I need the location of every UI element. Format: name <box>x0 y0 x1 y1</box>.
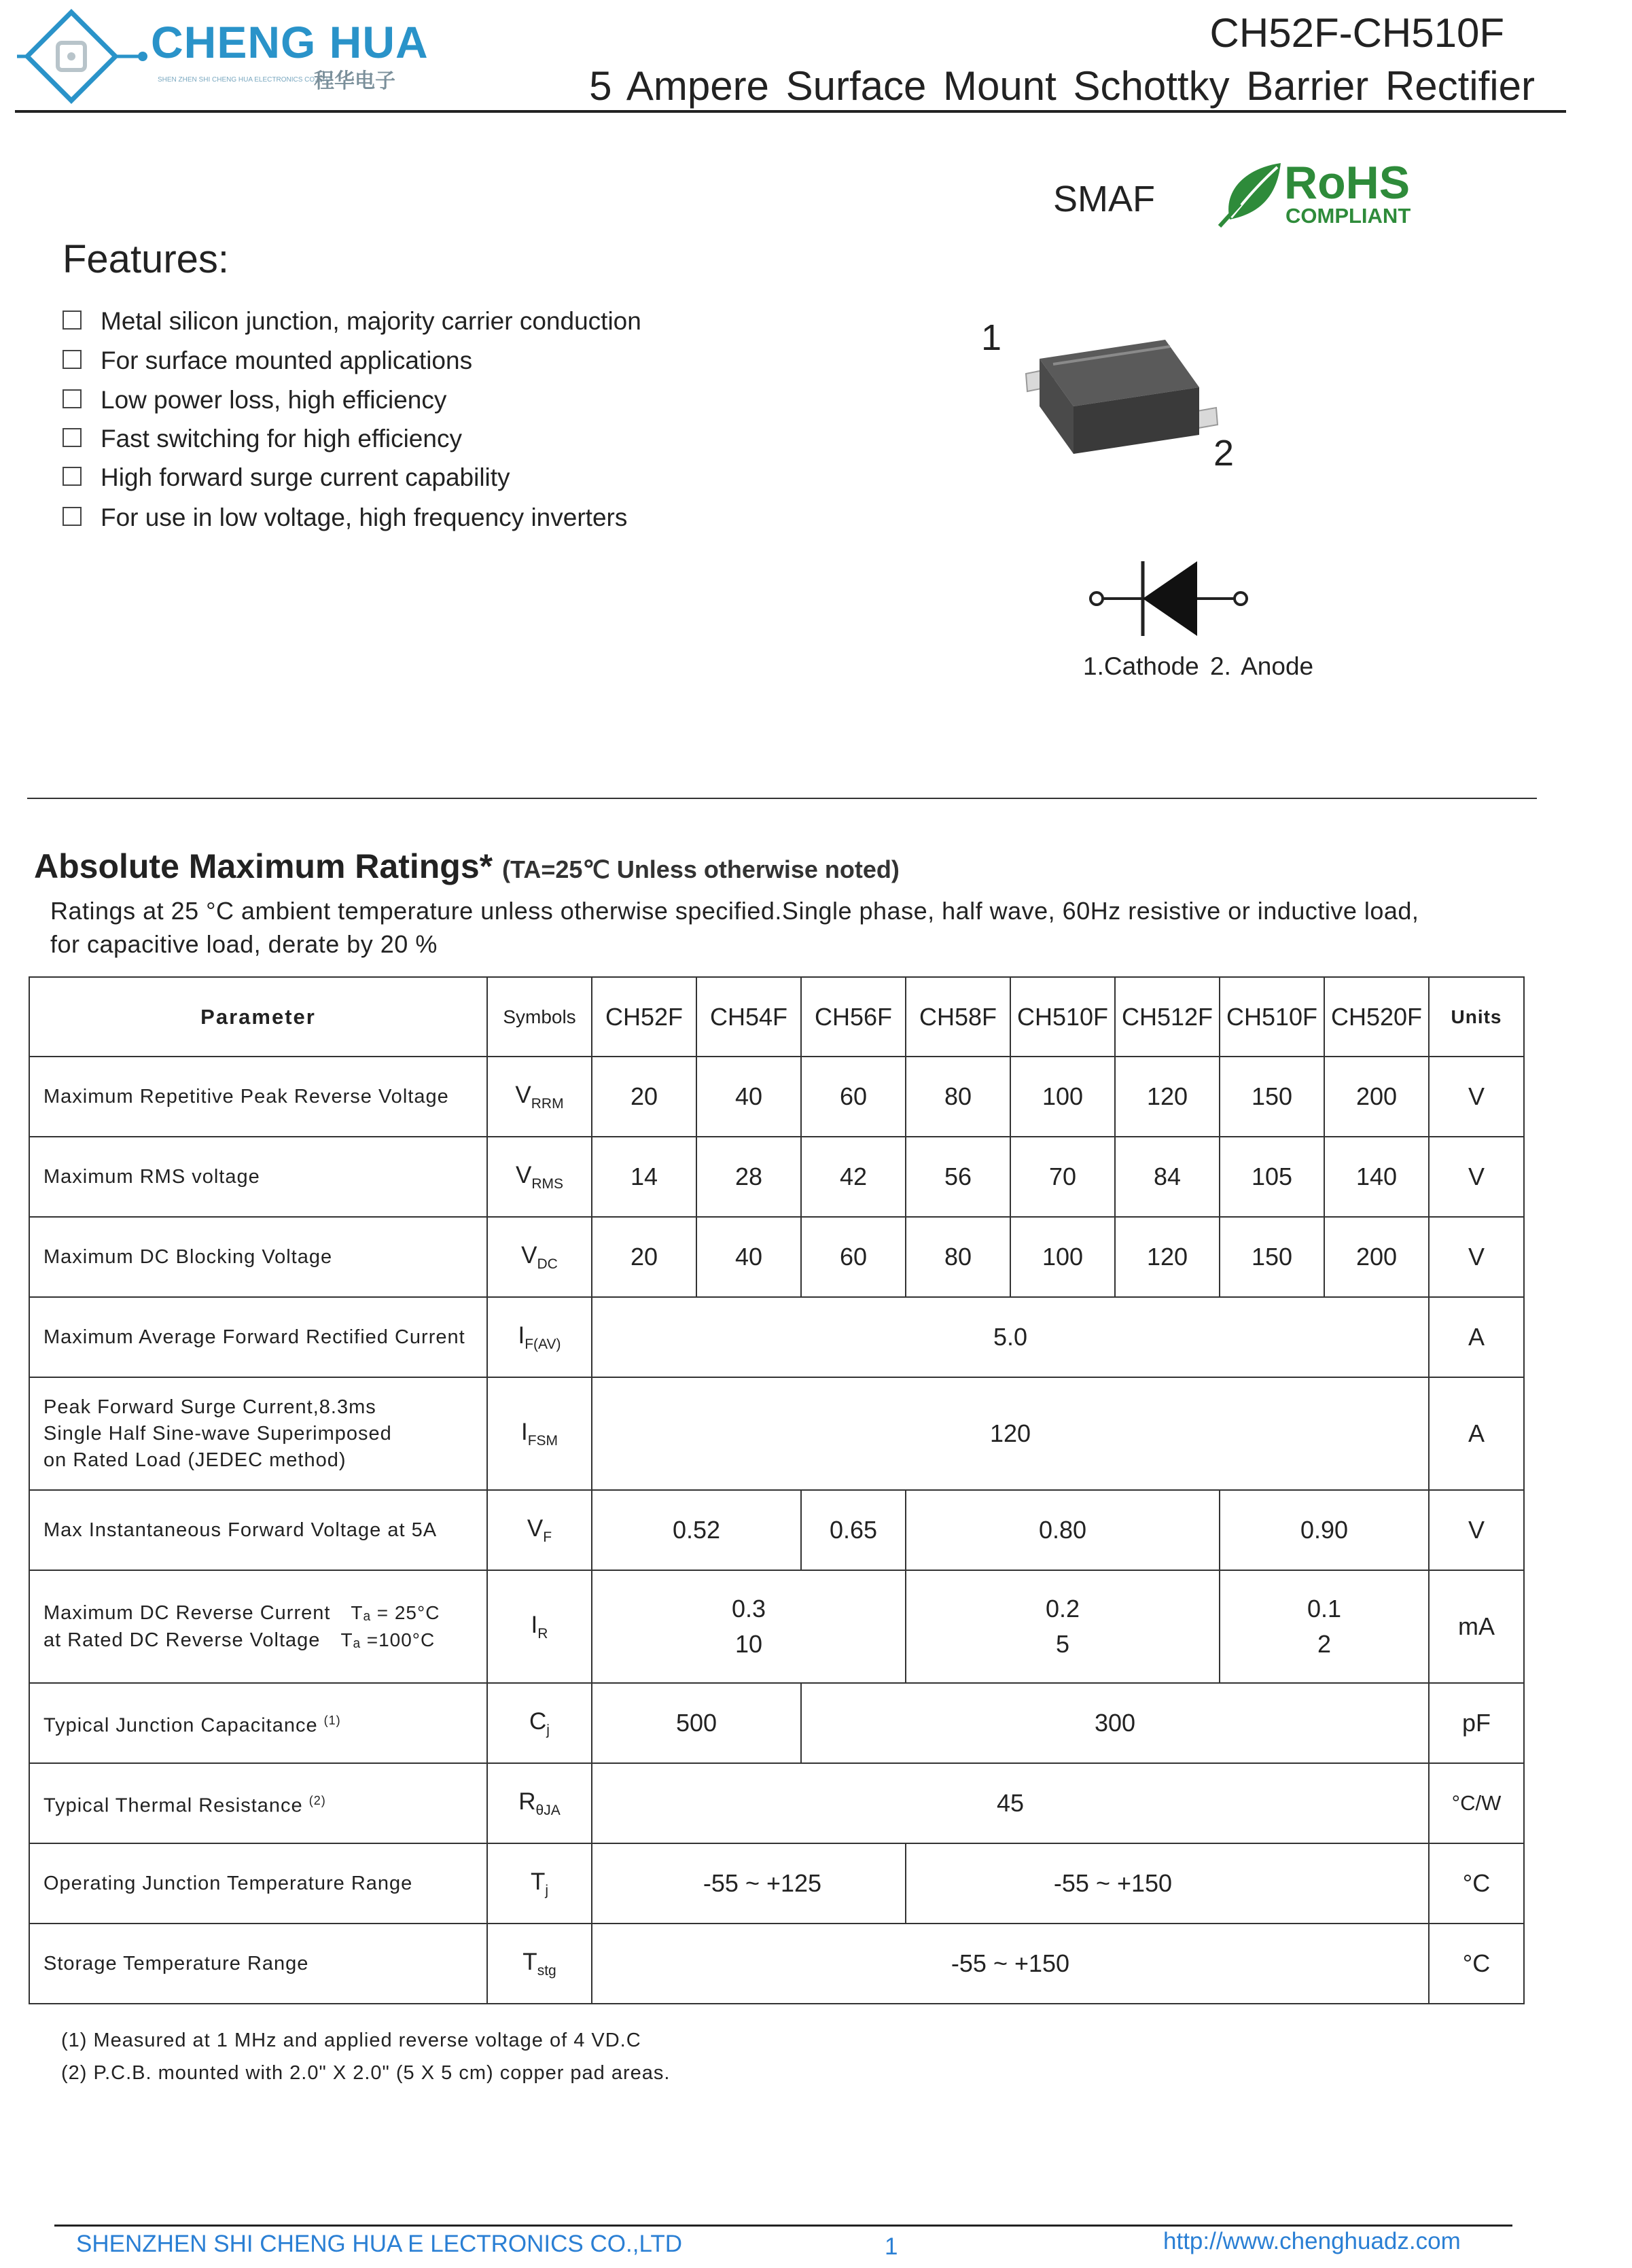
value-cell: 0.1 2 <box>1220 1570 1429 1683</box>
package-name: SMAF <box>1053 179 1156 219</box>
value-cell: 150 <box>1220 1057 1324 1137</box>
unit-cell: A <box>1429 1297 1524 1377</box>
feature-item: Low power loss, high efficiency <box>63 386 446 414</box>
unit-cell: °C <box>1429 1843 1524 1924</box>
value-cell: 80 <box>906 1057 1010 1137</box>
value-cell: 60 <box>801 1057 906 1137</box>
header-model: CH52F <box>592 977 696 1057</box>
value-cell: 0.2 5 <box>906 1570 1220 1683</box>
table-row <box>29 1924 1524 2004</box>
brand-subtitle: SHEN ZHEN SHI CHENG HUA ELECTRONICS CO.,LTD <box>158 76 331 84</box>
unit-cell: V <box>1429 1137 1524 1217</box>
unit-cell: V <box>1429 1057 1524 1137</box>
param-rth: Typical Thermal Resistance $^{(2)}$ <box>29 1763 487 1843</box>
value-cell: -55 ~ +150 <box>592 1924 1429 2004</box>
symbol-tj: $T_j$ <box>487 1843 592 1924</box>
brand-name-chinese: 程华电子 <box>314 70 395 92</box>
pin-2-label: 2 <box>1213 433 1235 474</box>
table-row <box>29 1297 1524 1377</box>
value-cell: 28 <box>696 1137 801 1217</box>
value-cell: 20 <box>592 1057 696 1137</box>
footnote-2: (2) P.C.B. mounted with 2.0" X 2.0" (5 X 5 cm) copper pad areas. <box>61 2062 671 2084</box>
feature-item: For surface mounted applications <box>63 347 472 375</box>
value-cell: 14 <box>592 1137 696 1217</box>
pin-labels: 1.Cathode 2. Anode <box>1083 652 1314 680</box>
unit-cell: °C/W <box>1429 1763 1524 1843</box>
features-title: Features: <box>63 237 229 281</box>
header-units: Units <box>1429 977 1524 1057</box>
symbol-vdc: $V_{DC}$ <box>487 1217 592 1297</box>
table-row <box>29 1843 1524 1924</box>
table-row <box>29 1683 1524 1763</box>
symbol-vrrm: $V_{RRM}$ <box>487 1057 592 1137</box>
symbol-rth: $R_{\theta JA}$ <box>487 1763 592 1843</box>
section-divider <box>27 798 1537 799</box>
header-model: CH54F <box>696 977 801 1057</box>
param-vf: Max Instantaneous Forward Voltage at 5A <box>29 1490 487 1570</box>
header-model: CH512F <box>1115 977 1220 1057</box>
value-cell: 200 <box>1324 1057 1429 1137</box>
table-row <box>29 1057 1524 1137</box>
footer-divider <box>54 2225 1512 2227</box>
table-row <box>29 1763 1524 1843</box>
header-model: CH510F <box>1220 977 1324 1057</box>
checkbox-icon <box>63 467 82 486</box>
footer-url-link[interactable]: http://www.chenghuadz.com <box>1163 2228 1461 2254</box>
unit-cell: V <box>1429 1490 1524 1570</box>
brand-name: CHENG HUA <box>151 17 429 67</box>
symbol-cj: $C_j$ <box>487 1683 592 1763</box>
value-cell: 45 <box>592 1763 1429 1843</box>
checkbox-icon <box>63 428 82 447</box>
ratings-title: Absolute Maximum Ratings* (TA=25℃ Unless otherwise noted) <box>34 847 900 885</box>
value-cell: 0.80 <box>906 1490 1220 1570</box>
ratings-note-line-2: for capacitive load, derate by 20 % <box>50 930 438 958</box>
ratings-note-line-1: Ratings at 25 °C ambient temperature unless otherwise specified.Single phase, half wave, 60Hz resistive or inductive load, <box>50 897 1419 925</box>
rohs-logo <box>1216 155 1454 230</box>
value-cell: -55 ~ +150 <box>906 1843 1429 1924</box>
header-symbols: Symbols <box>487 977 592 1057</box>
header-parameter: Parameter <box>29 977 487 1057</box>
value-cell: 120 <box>1115 1217 1220 1297</box>
unit-cell: °C <box>1429 1924 1524 2004</box>
symbol-ir: $I_R$ <box>487 1570 592 1683</box>
feature-item: High forward surge current capability <box>63 463 510 492</box>
value-cell: 40 <box>696 1217 801 1297</box>
param-vdc: Maximum DC Blocking Voltage <box>29 1217 487 1297</box>
value-cell: 20 <box>592 1217 696 1297</box>
param-tstg: Storage Temperature Range <box>29 1924 487 2004</box>
table-row <box>29 1570 1524 1683</box>
symbol-ifsm: $I_{FSM}$ <box>487 1377 592 1490</box>
value-cell: 100 <box>1010 1057 1115 1137</box>
param-vrms: Maximum RMS voltage <box>29 1137 487 1217</box>
value-cell: 200 <box>1324 1217 1429 1297</box>
value-cell: 0.90 <box>1220 1490 1429 1570</box>
rohs-sub-text: COMPLIANT <box>1285 204 1411 228</box>
param-ifav: Maximum Average Forward Rectified Current <box>29 1297 487 1377</box>
unit-cell: mA <box>1429 1570 1524 1683</box>
checkbox-icon <box>63 507 82 526</box>
value-cell: 300 <box>801 1683 1429 1763</box>
value-cell: 0.52 <box>592 1490 801 1570</box>
ratings-condition: (TA=25℃ Unless otherwise noted) <box>502 855 900 883</box>
header-model: CH58F <box>906 977 1010 1057</box>
value-cell: 0.3 10 <box>592 1570 906 1683</box>
value-cell: 84 <box>1115 1137 1220 1217</box>
table-row <box>29 1137 1524 1217</box>
value-cell: 140 <box>1324 1137 1429 1217</box>
pin-1-label: 1 <box>981 317 1002 358</box>
value-cell: 100 <box>1010 1217 1115 1297</box>
feature-item: Metal silicon junction, majority carrier conduction <box>63 307 641 336</box>
value-cell: 42 <box>801 1137 906 1217</box>
value-cell: 105 <box>1220 1137 1324 1217</box>
table-header-row <box>29 977 1524 1057</box>
unit-cell: V <box>1429 1217 1524 1297</box>
param-vrrm: Maximum Repetitive Peak Reverse Voltage <box>29 1057 487 1137</box>
checkbox-icon <box>63 350 82 369</box>
value-cell: -55 ~ +125 <box>592 1843 906 1924</box>
symbol-vrms: $V_{RMS}$ <box>487 1137 592 1217</box>
symbol-vf: $V_F$ <box>487 1490 592 1570</box>
checkbox-icon <box>63 311 82 330</box>
header-model: CH520F <box>1324 977 1429 1057</box>
header-model: CH510F <box>1010 977 1115 1057</box>
value-cell: 0.65 <box>801 1490 906 1570</box>
value-cell: 150 <box>1220 1217 1324 1297</box>
symbol-ifav: $I_{F(AV)}$ <box>487 1297 592 1377</box>
value-cell: 60 <box>801 1217 906 1297</box>
diode-symbol-icon <box>1087 554 1250 643</box>
table-row <box>29 1377 1524 1490</box>
feature-item: Fast switching for high efficiency <box>63 425 462 453</box>
param-tj: Operating Junction Temperature Range <box>29 1843 487 1924</box>
param-ifsm: Peak Forward Surge Current,8.3ms Single Half Sine-wave Superimposed on Rated Load (JEDEC method) <box>29 1377 487 1490</box>
value-cell: 80 <box>906 1217 1010 1297</box>
footer-page-number: 1 <box>885 2233 898 2260</box>
table-row <box>29 1217 1524 1297</box>
value-cell: 5.0 <box>592 1297 1429 1377</box>
unit-cell: pF <box>1429 1683 1524 1763</box>
value-cell: 56 <box>906 1137 1010 1217</box>
value-cell: 120 <box>592 1377 1429 1490</box>
part-range-title: CH52F-CH510F <box>1209 10 1504 56</box>
document-subtitle: 5 Ampere Surface Mount Schottky Barrier Rectifier <box>589 63 1535 109</box>
header-divider <box>15 110 1566 113</box>
value-cell: 40 <box>696 1057 801 1137</box>
footnote-1: (1) Measured at 1 MHz and applied reverse voltage of 4 VD.C <box>61 2030 641 2051</box>
table-row <box>29 1490 1524 1570</box>
ratings-table <box>29 976 1525 2004</box>
param-ir: Maximum DC Reverse Current Tₐ = 25°C at Rated DC Reverse Voltage Tₐ =100°C <box>29 1570 487 1683</box>
symbol-tstg: $T_{stg}$ <box>487 1924 592 2004</box>
feature-item: For use in low voltage, high frequency inverters <box>63 503 627 532</box>
param-cj: Typical Junction Capacitance $^{(1)}$ <box>29 1683 487 1763</box>
rohs-main-text: RoHS <box>1284 157 1411 209</box>
footer-company: SHENZHEN SHI CHENG HUA E LECTRONICS CO.,LTD <box>76 2231 682 2257</box>
checkbox-icon <box>63 389 82 408</box>
value-cell: 500 <box>592 1683 801 1763</box>
unit-cell: A <box>1429 1377 1524 1490</box>
smaf-package-image <box>1019 326 1223 455</box>
header-model: CH56F <box>801 977 906 1057</box>
value-cell: 70 <box>1010 1137 1115 1217</box>
value-cell: 120 <box>1115 1057 1220 1137</box>
